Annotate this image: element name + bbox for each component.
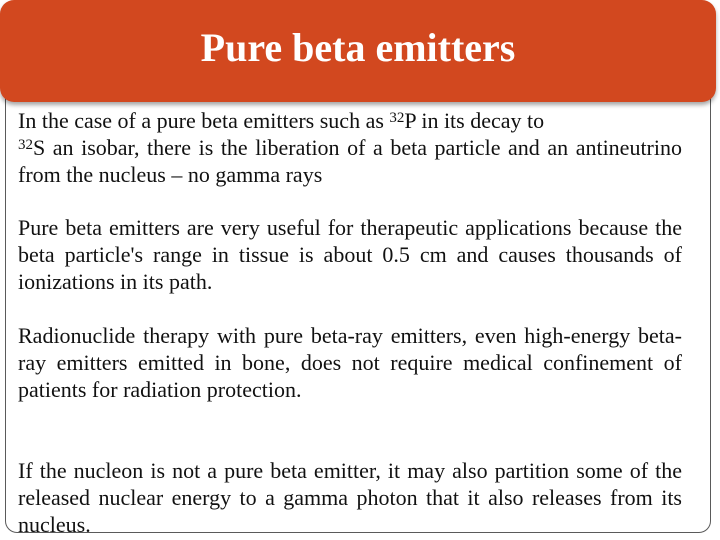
paragraph-text: S an isobar, there is the liberation of a beta particle and an antineutrino from the nucleus – no gamma rays (18, 135, 682, 187)
paragraph-radionuclide-therapy: Radionuclide therapy with pure beta-ray emitters, even high-energy beta-ray emitters emitted in bone, does not require medical confinement of patients for radiation protection. (18, 323, 682, 402)
paragraph-text: In the case of a pure beta emitters such as (18, 108, 390, 133)
paragraph-non-pure-emitter: If the nucleon is not a pure beta emitter, it may also partition some of the released nuclear energy to a gamma photon that it also releases from its nucleus. (18, 458, 682, 537)
paragraph-therapeutic-use: Pure beta emitters are very useful for therapeutic applications because the beta particle's range in tissue is about 0.5 cm and causes thousands of ionizations in its path. (18, 215, 682, 294)
paragraph-beta-decay (18, 107, 682, 188)
title-banner (0, 0, 716, 102)
slide-title: Pure beta emitters (200, 24, 516, 70)
paragraph-text: P in its decay to (404, 108, 545, 133)
mass-number-superscript: 32 (389, 110, 405, 126)
mass-number-superscript: 32 (18, 137, 33, 153)
